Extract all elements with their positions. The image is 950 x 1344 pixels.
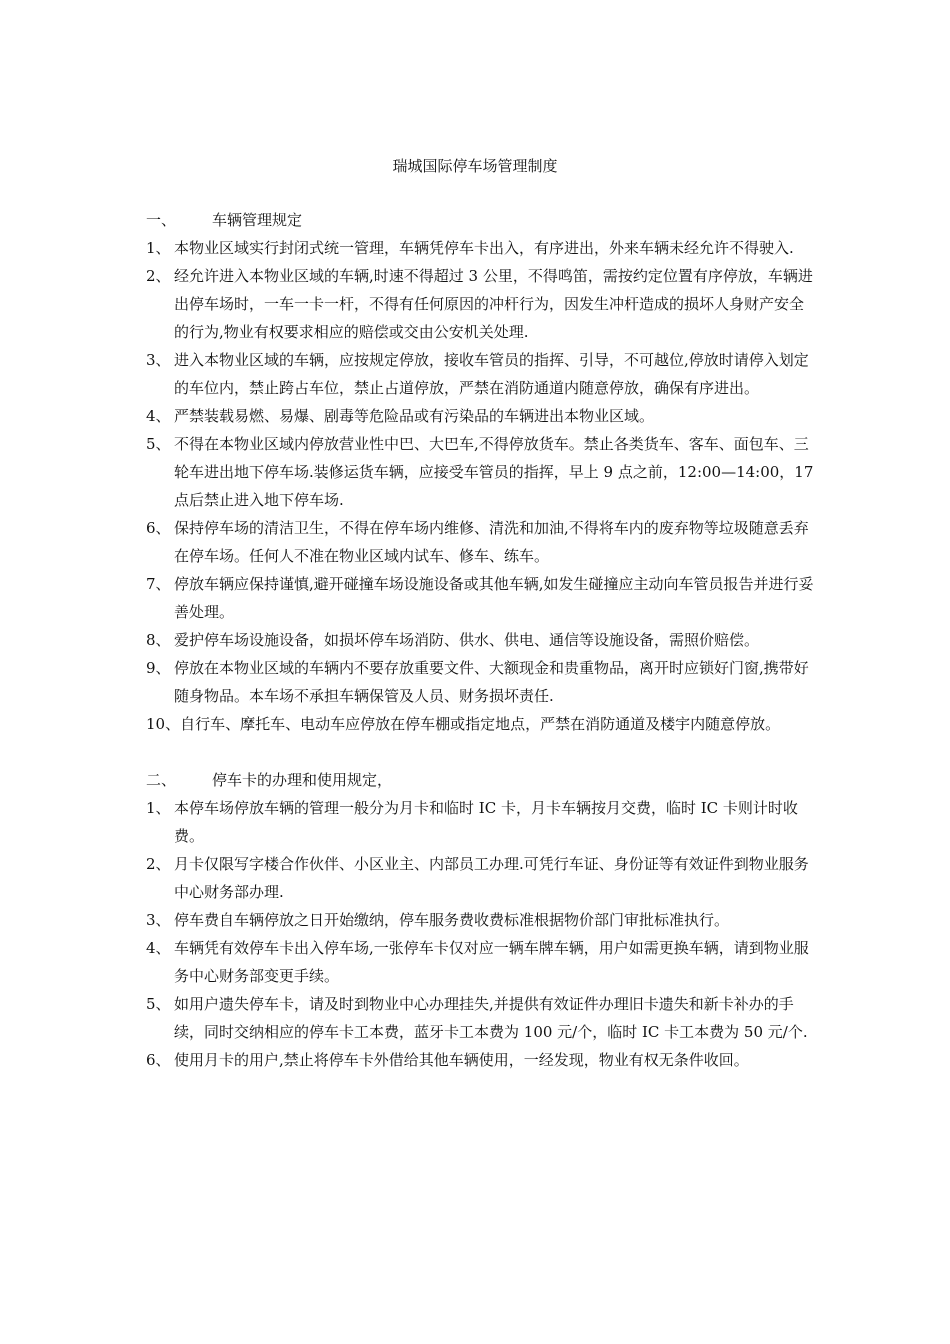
item-text: 严禁装载易燃、易爆、剧毒等危险品或有污染品的车辆进出本物业区域。: [174, 407, 655, 425]
item-text: 经允许进入本物业区域的车辆,时速不得超过 3 公里，不得鸣笛，需按约定位置有序停放，车辆进出停车场时，一车一卡一杆，不得有任何原因的冲杆行为，因发生冲杆造成的损坏人身财产安全的行为,物业有权要求相应的赔偿或交由公安机关处理.: [174, 267, 813, 341]
list-item: [146, 402, 816, 430]
item-number: 2、: [146, 267, 171, 285]
item-number: 3、: [146, 911, 171, 929]
section-heading-vehicle-rules: [146, 206, 816, 234]
item-text: 爱护停车场设施设备，如损坏停车场消防、供水、供电、通信等设施设备，需照价赔偿。: [174, 631, 760, 649]
list-item: [146, 1046, 816, 1074]
item-text: 车辆凭有效停车卡出入停车场,一张停车卡仅对应一辆车牌车辆，用户如需更换车辆，请到物业服务中心财务部变更手续。: [174, 939, 809, 985]
list-item: [146, 626, 816, 654]
item-text: 本停车场停放车辆的管理一般分为月卡和临时 IC 卡，月卡车辆按月交费，临时 IC 卡则计时收费。: [174, 799, 798, 845]
item-number: 4、: [146, 407, 171, 425]
list-item: [146, 234, 816, 262]
list-item: [146, 654, 816, 710]
item-number: 1、: [146, 799, 171, 817]
list-item: [146, 794, 816, 850]
item-text: 停放车辆应保持谨慎,避开碰撞车场设施设备或其他车辆,如发生碰撞应主动向车管员报告并进行妥善处理。: [174, 575, 814, 621]
list-item: [146, 990, 816, 1046]
item-text: 停放在本物业区域的车辆内不要存放重要文件、大额现金和贵重物品，离开时应锁好门窗,携带好随身物品。本车场不承担车辆保管及人员、财务损坏责任.: [174, 659, 809, 705]
item-number: 5、: [146, 995, 171, 1013]
list-item: [146, 906, 816, 934]
item-number: 2、: [146, 855, 171, 873]
section-title: 车辆管理规定: [212, 211, 303, 229]
item-number: 1、: [146, 239, 171, 257]
item-text: 本物业区域实行封闭式统一管理，车辆凭停车卡出入，有序进出，外来车辆未经允许不得驶入.: [174, 239, 794, 257]
document-title: 瑞城国际停车场管理制度: [392, 157, 558, 175]
section-number: 二、: [146, 771, 177, 789]
item-text: 自行车、摩托车、电动车应停放在停车棚或指定地点，严禁在消防通道及楼宇内随意停放。: [180, 715, 781, 733]
list-item: [146, 346, 816, 402]
item-text: 进入本物业区域的车辆，应按规定停放，接收车管员的指挥、引导，不可越位,停放时请停入划定的车位内，禁止跨占车位，禁止占道停放，严禁在消防通道内随意停放，确保有序进出。: [174, 351, 809, 397]
item-number: 4、: [146, 939, 171, 957]
list-item: [146, 710, 816, 738]
list-item: [146, 430, 816, 514]
item-number: 3、: [146, 351, 171, 369]
section-spacer: [146, 738, 816, 766]
item-text: 如用户遗失停车卡，请及时到物业中心办理挂失,并提供有效证件办理旧卡遗失和新卡补办的手续，同时交纳相应的停车卡工本费，蓝牙卡工本费为 100 元/个，临时 IC 卡工本费为 50 元/个.: [174, 995, 808, 1041]
list-item: [146, 514, 816, 570]
section-heading-parking-card-rules: [146, 766, 816, 794]
item-number: 7、: [146, 575, 171, 593]
item-text: 保持停车场的清洁卫生，不得在停车场内维修、清洗和加油,不得将车内的废弃物等垃圾随意丢弃在停车场。任何人不准在物业区域内试车、修车、练车。: [174, 519, 809, 565]
section-number: 一、: [146, 211, 177, 229]
parking-card-rules-list: [146, 794, 816, 1074]
vehicle-rules-list: [146, 234, 816, 738]
item-number: 5、: [146, 435, 171, 453]
list-item: [146, 850, 816, 906]
item-number: 10、: [146, 715, 181, 733]
item-number: 9、: [146, 659, 171, 677]
item-number: 8、: [146, 631, 171, 649]
list-item: [146, 570, 816, 626]
item-text: 不得在本物业区域内停放营业性中巴、大巴车,不得停放货车。禁止各类货车、客车、面包车、三轮车进出地下停车场.装修运货车辆，应接受车管员的指挥，早上 9 点之前，12:00—14:00，17 点后禁止进入地下停车场.: [174, 435, 814, 509]
item-number: 6、: [146, 519, 171, 537]
document-body: [146, 206, 816, 1074]
item-number: 6、: [146, 1051, 171, 1069]
item-text: 使用月卡的用户,禁止将停车卡外借给其他车辆使用，一经发现，物业有权无条件收回。: [174, 1051, 749, 1069]
section-title: 停车卡的办理和使用规定，: [212, 771, 393, 789]
item-text: 停车费自车辆停放之日开始缴纳，停车服务费收费标准根据物价部门审批标准执行。: [174, 911, 730, 929]
list-item: [146, 934, 816, 990]
list-item: [146, 262, 816, 346]
item-text: 月卡仅限写字楼合作伙伴、小区业主、内部员工办理.可凭行车证、身份证等有效证件到物业服务中心财务部办理.: [174, 855, 809, 901]
